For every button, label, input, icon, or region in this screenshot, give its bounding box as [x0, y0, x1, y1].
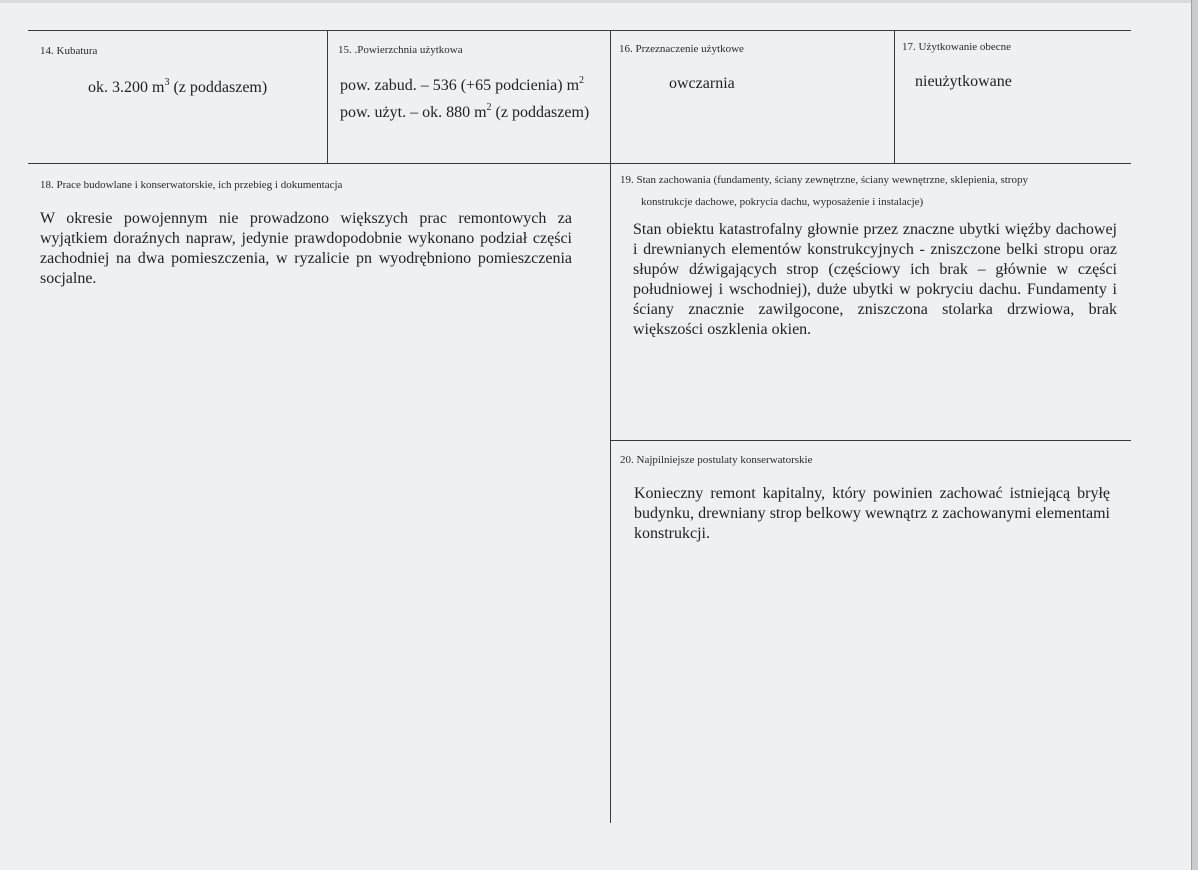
scan-edge-top [0, 0, 1198, 3]
field-14-value [88, 78, 267, 98]
usable-area-suffix: (z poddaszem) [491, 104, 590, 121]
cubature-value: ok. 3.200 m [88, 79, 165, 96]
rule-col-3 [894, 30, 895, 163]
field-19-label-line-2: konstrukcje dachowe, pokrycia dachu, wyposażenie i instalacje) [641, 196, 924, 208]
field-19-text: Stan obiektu katastrofalny głownie przez znaczne ubytki więźby dachowej i drewnianych elementów konstrukcyjnych - zniszczone belki stropu oraz słupów dźwigających strop (częściowy ich brak – głównie w części południowej i wschodniej), duże ubytki w pokryciu dachu. Fundamenty i ściany znacznie zawilgocone, zniszczona stolarka drzwiowa, brak większości oszklenia okien. [633, 221, 1117, 338]
field-14-label: 14. Kubatura [40, 45, 98, 57]
scan-edge-right [1191, 0, 1198, 870]
field-18-label: 18. Prace budowlane i konserwatorskie, ich przebieg i dokumentacja [40, 179, 343, 191]
field-16-value: owczarnia [669, 75, 735, 92]
field-17-value: nieużytkowane [915, 73, 1012, 90]
usable-area-text: pow. użyt. – ok. 880 m [340, 104, 487, 121]
rule-col-2 [610, 30, 611, 823]
built-area-text: pow. zabud. – 536 (+65 podcienia) m [340, 77, 580, 94]
field-16-label: 16. Przeznaczenie użytkowe [619, 43, 744, 55]
rule-top [28, 30, 1131, 31]
field-20-label: 20. Najpilniejsze postulaty konserwatorskie [620, 454, 813, 466]
cubature-unit-exponent: 3 [164, 76, 170, 88]
field-15-label: 15. .Powierzchnia użytkowa [338, 44, 463, 56]
field-17-label: 17. Użytkowanie obecne [902, 41, 1012, 53]
rule-right-section [611, 440, 1131, 441]
field-18-text: W okresie powojennym nie prowadzono większych prac remontowych za wyjątkiem doraźnych napraw, jedynie prawdopodobnie wykonano podział części zachodniej na dwa pomieszczenia, w ryzalicie pn wyodrębniono pomieszczenia socjalne. [40, 210, 572, 287]
cubature-suffix: (z poddaszem) [169, 79, 268, 96]
rule-middle [28, 163, 1131, 164]
built-area-exponent: 2 [579, 74, 585, 86]
rule-col-1 [327, 30, 328, 163]
field-20-text: Konieczny remont kapitalny, który powinien zachować istniejącą bryłę budynku, drewniany strop belkowy wewnątrz z zachowanymi elementami konstrukcji. [634, 485, 1110, 542]
usable-area-exponent: 2 [486, 101, 492, 113]
field-19-label-line-1: 19. Stan zachowania (fundamenty, ściany zewnętrzne, ściany wewnętrzne, sklepienia, stropy [620, 174, 1028, 186]
field-15-line-1 [340, 76, 584, 96]
field-15-line-2 [340, 103, 589, 123]
